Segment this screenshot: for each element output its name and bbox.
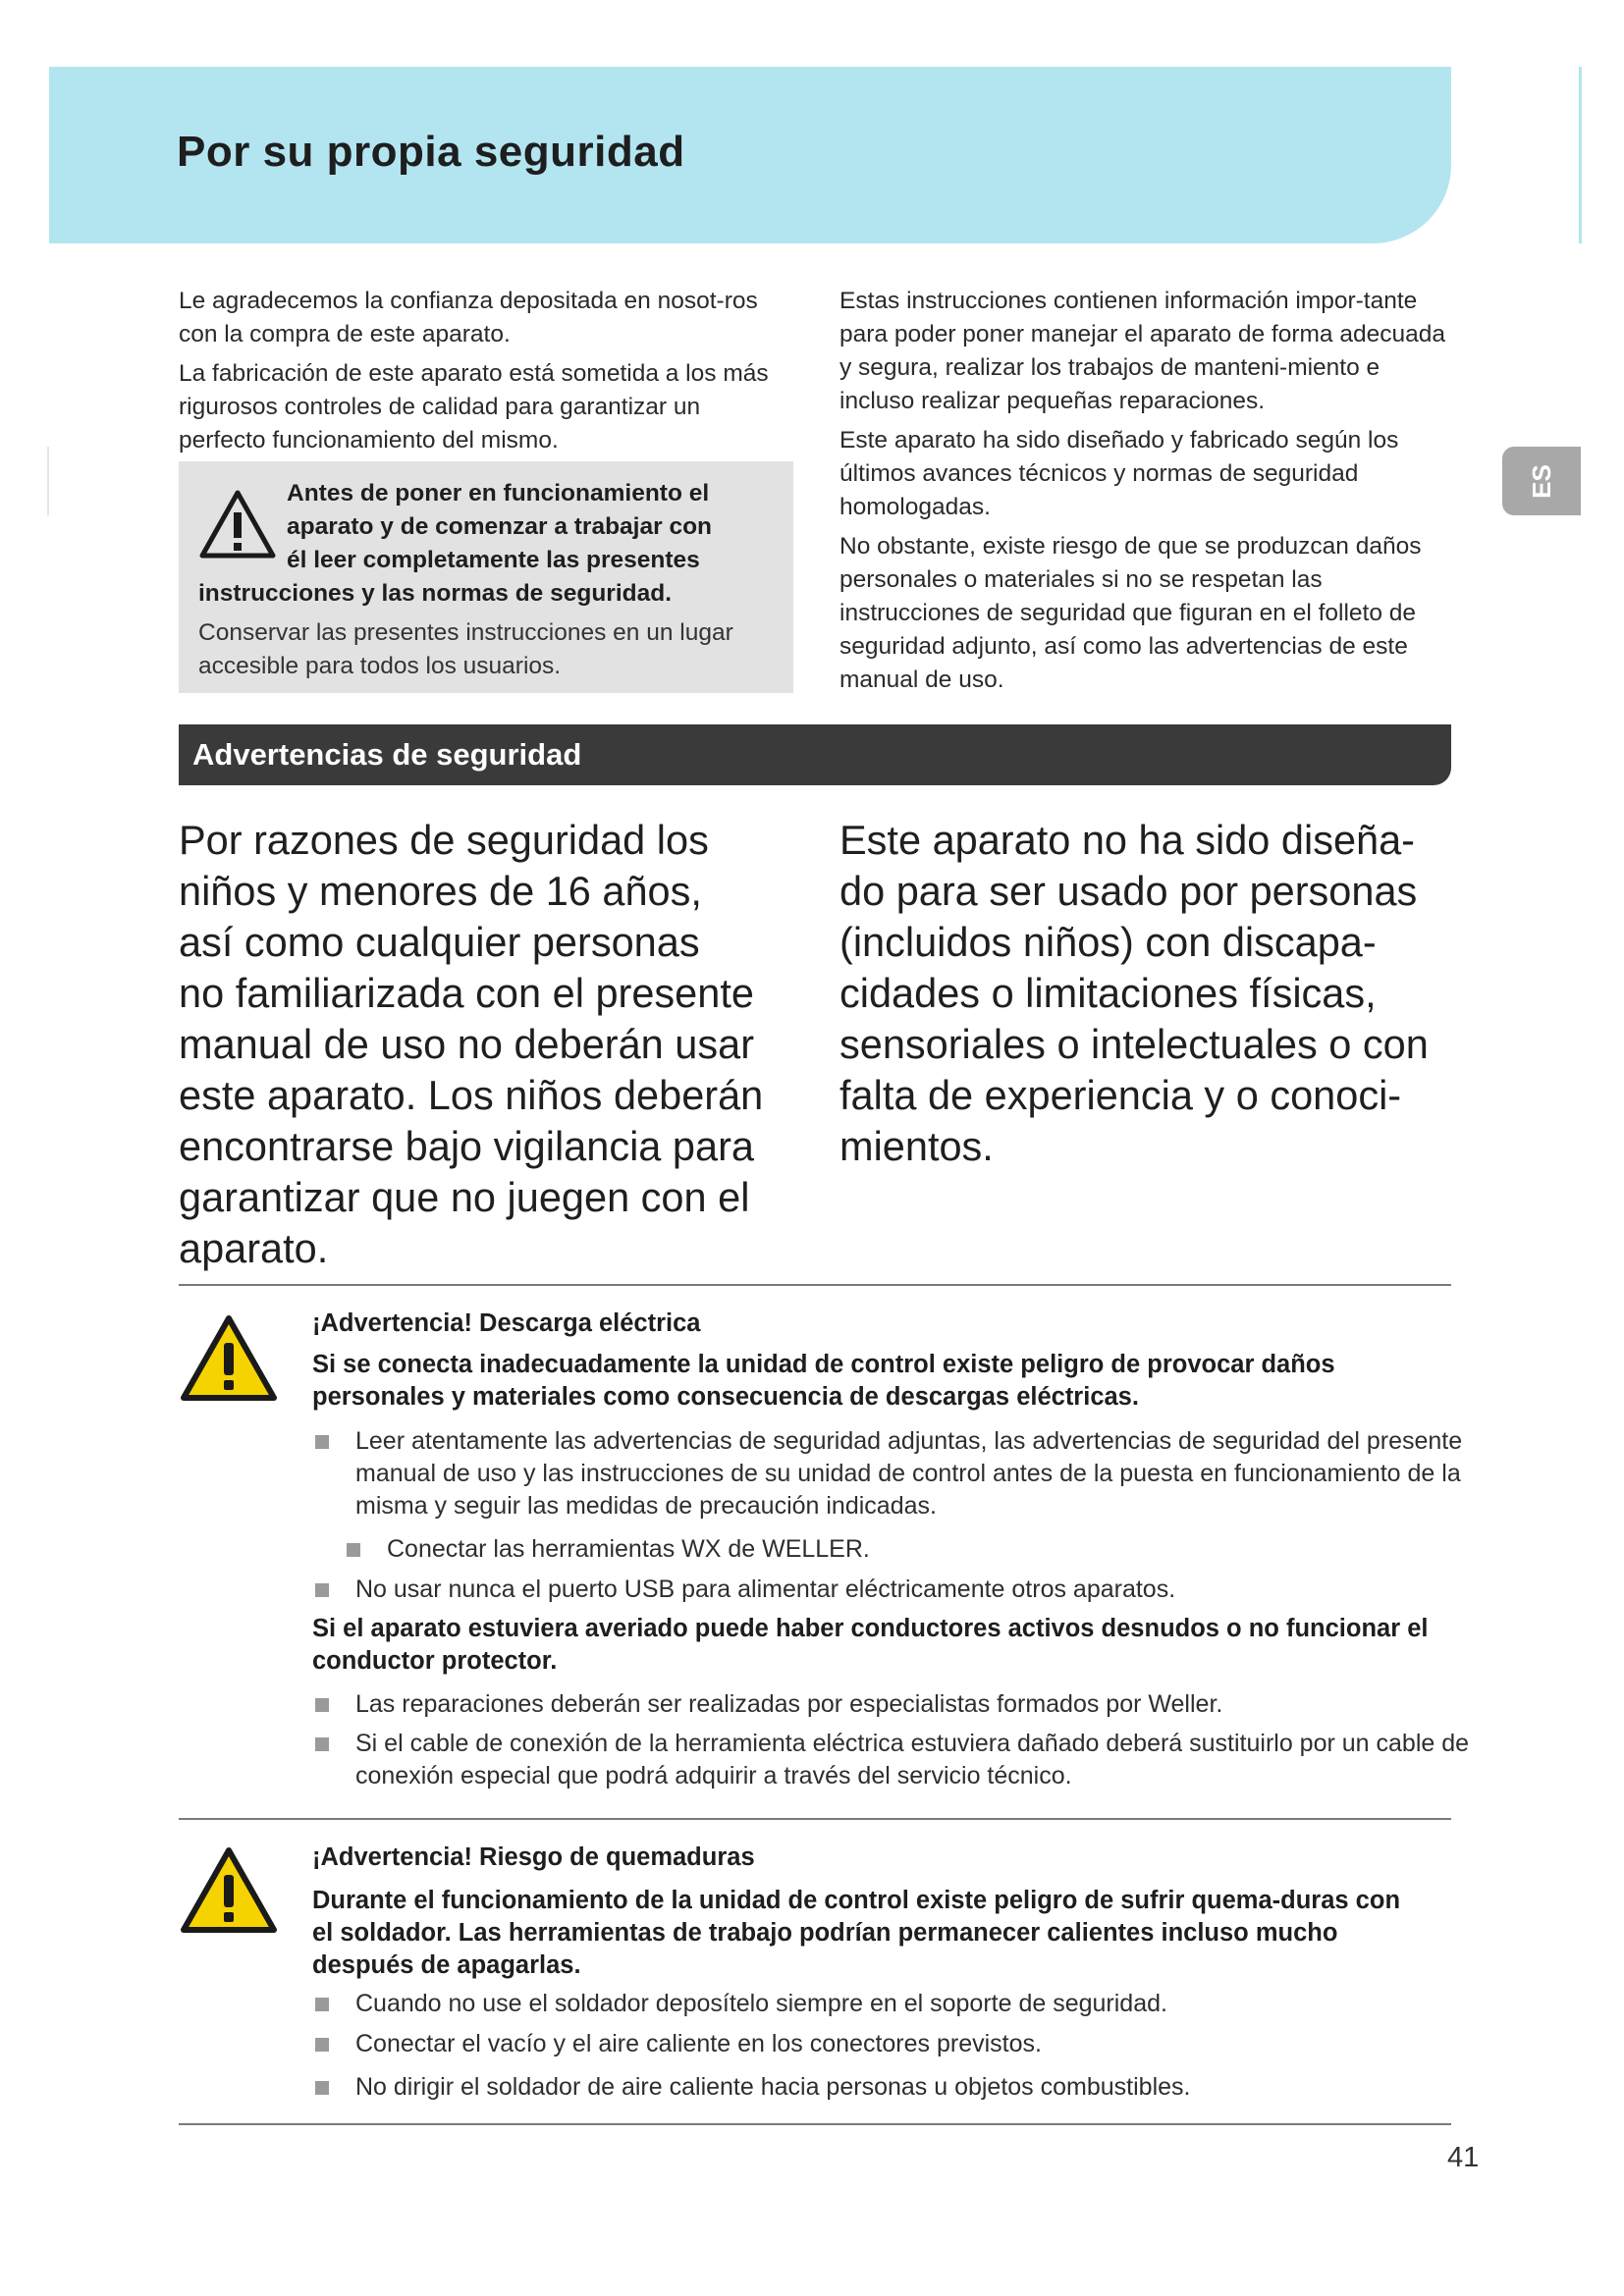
text-line: do para ser usado por personas bbox=[839, 868, 1418, 914]
note-heading-line: Antes de poner en funcionamiento el bbox=[287, 480, 710, 507]
note-heading-line: aparato y de comenzar a trabajar con bbox=[287, 513, 712, 540]
intro-paragraph: Este aparato ha sido diseñado y fabricado según los últimos avances técnicos y normas de seguridad homologadas. bbox=[839, 427, 1399, 520]
text-line: aparato. bbox=[179, 1225, 329, 1271]
warning-triangle-icon bbox=[179, 1313, 279, 1404]
list-item bbox=[312, 1988, 1475, 2020]
text-line: así como cualquier personas bbox=[179, 919, 700, 965]
edge-marker bbox=[47, 447, 49, 515]
text-line: cidades o limitaciones físicas, bbox=[839, 970, 1377, 1016]
intro-paragraph: Le agradecemos la confianza depositada en nosot-ros con la compra de este aparato. bbox=[179, 288, 758, 347]
edge-accent-line bbox=[1579, 67, 1582, 243]
note-heading bbox=[198, 477, 768, 611]
text-line: (incluidos niños) con discapa- bbox=[839, 919, 1377, 965]
warning-title: ¡Advertencia! Riesgo de quemaduras bbox=[312, 1843, 755, 1871]
bullet-square-icon bbox=[315, 2081, 329, 2095]
list-item bbox=[312, 1574, 1475, 1606]
text-line: mientos. bbox=[839, 1123, 994, 1169]
bullet-square-icon bbox=[347, 1543, 360, 1557]
list-item bbox=[344, 1533, 1467, 1566]
bullet-square-icon bbox=[315, 1435, 329, 1449]
intro-paragraph: No obstante, existe riesgo de que se produzcan daños personales o materiales si no se respetan las instrucciones de seguridad que figuran en el folleto de seguridad adjunto, así como las advertencias de este manual de uso. bbox=[839, 533, 1422, 693]
divider bbox=[179, 2123, 1451, 2125]
text-line: niños y menores de 16 años, bbox=[179, 868, 702, 914]
children-warning-text bbox=[179, 815, 817, 1274]
text-line: este aparato. Los niños deberán bbox=[179, 1072, 764, 1118]
list-item-text: Si el cable de conexión de la herramienta eléctrica estuviera dañado deberá sustituirlo por un cable de conexión especial que podrá adquirir a través del servicio técnico. bbox=[355, 1730, 1470, 1789]
text-line: falta de experiencia y o conoci- bbox=[839, 1072, 1402, 1118]
language-tab-label: ES bbox=[1526, 463, 1556, 499]
list-item bbox=[312, 1688, 1475, 1721]
intro-left-column bbox=[179, 285, 780, 463]
list-item bbox=[312, 1425, 1475, 1522]
intro-paragraph: La fabricación de este aparato está sometida a los más rigurosos controles de calidad para garantizar un perfecto funcionamiento del mismo. bbox=[179, 360, 769, 454]
text-line: manual de uso no deberán usar bbox=[179, 1021, 755, 1067]
text-line: Por razones de seguridad los bbox=[179, 817, 709, 863]
text-line: sensoriales o intelectuales o con bbox=[839, 1021, 1429, 1067]
section-heading: Advertencias de seguridad bbox=[192, 737, 582, 772]
list-item-text: No dirigir el soldador de aire caliente hacia personas u objetos combustibles. bbox=[355, 2073, 1191, 2101]
text-line: no familiarizada con el presente bbox=[179, 970, 754, 1016]
page-title: Por su propia seguridad bbox=[177, 128, 685, 176]
warning-triangle-icon bbox=[179, 1845, 279, 1936]
bullet-square-icon bbox=[315, 2038, 329, 2052]
list-item-text: No usar nunca el puerto USB para alimentar eléctricamente otros aparatos. bbox=[355, 1575, 1176, 1603]
language-tab bbox=[1502, 447, 1581, 515]
note-text: Conservar las presentes instrucciones en un lugar accesible para todos los usuarios. bbox=[198, 619, 733, 679]
bullet-square-icon bbox=[315, 1737, 329, 1751]
disability-warning-text bbox=[839, 815, 1468, 1172]
warning-lead: Durante el funcionamiento de la unidad de control existe peligro de sufrir quema-duras con el soldador. Las herramientas de trabajo podrían permanecer calientes incluso mucho después de apagarlas. bbox=[312, 1887, 1401, 1979]
divider bbox=[179, 1284, 1451, 1286]
text-line: Este aparato no ha sido diseña- bbox=[839, 817, 1416, 863]
bullet-square-icon bbox=[315, 1583, 329, 1597]
bullet-square-icon bbox=[315, 1698, 329, 1712]
warning-lead: Si se conecta inadecuadamente la unidad de control existe peligro de provocar daños personales y materiales como consecuencia de descargas eléctricas. bbox=[312, 1351, 1335, 1411]
warning-title: ¡Advertencia! Descarga eléctrica bbox=[312, 1309, 701, 1337]
list-item bbox=[312, 2071, 1475, 2104]
page-number: 41 bbox=[1447, 2142, 1480, 2173]
intro-right-column bbox=[839, 285, 1450, 703]
warning-lead: Si el aparato estuviera averiado puede haber conductores activos desnudos o no funcionar el conductor protector. bbox=[312, 1615, 1429, 1675]
note-heading-line: él leer completamente las presentes bbox=[287, 547, 700, 573]
list-item-text: Cuando no use el soldador deposítelo siempre en el soporte de seguridad. bbox=[355, 1990, 1167, 2017]
text-line: garantizar que no juegen con el bbox=[179, 1174, 750, 1220]
text-line: encontrarse bajo vigilancia para bbox=[179, 1123, 754, 1169]
list-item bbox=[312, 1728, 1475, 1792]
intro-paragraph: Estas instrucciones contienen información impor-tante para poder poner manejar el aparato de forma adecuada y segura, realizar los trabajos de manteni-miento e incluso realizar pequeñas reparaciones. bbox=[839, 288, 1445, 414]
list-item-text: Conectar el vacío y el aire caliente en los conectores previstos. bbox=[355, 2030, 1042, 2057]
list-item bbox=[312, 2028, 1475, 2060]
note-heading-line: instrucciones y las normas de seguridad. bbox=[198, 580, 672, 607]
list-item-text: Las reparaciones deberán ser realizadas por especialistas formados por Weller. bbox=[355, 1690, 1223, 1718]
list-item-text: Leer atentamente las advertencias de seguridad adjuntas, las advertencias de seguridad del presente manual de uso y las instrucciones de su unidad de control antes de la puesta en funcionamiento de la misma y seguir las medidas de precaución indicadas. bbox=[355, 1427, 1463, 1520]
list-item-text: Conectar las herramientas WX de WELLER. bbox=[387, 1535, 870, 1563]
divider bbox=[179, 1818, 1451, 1820]
section-heading-bar bbox=[179, 724, 1451, 785]
bullet-square-icon bbox=[315, 1998, 329, 2011]
